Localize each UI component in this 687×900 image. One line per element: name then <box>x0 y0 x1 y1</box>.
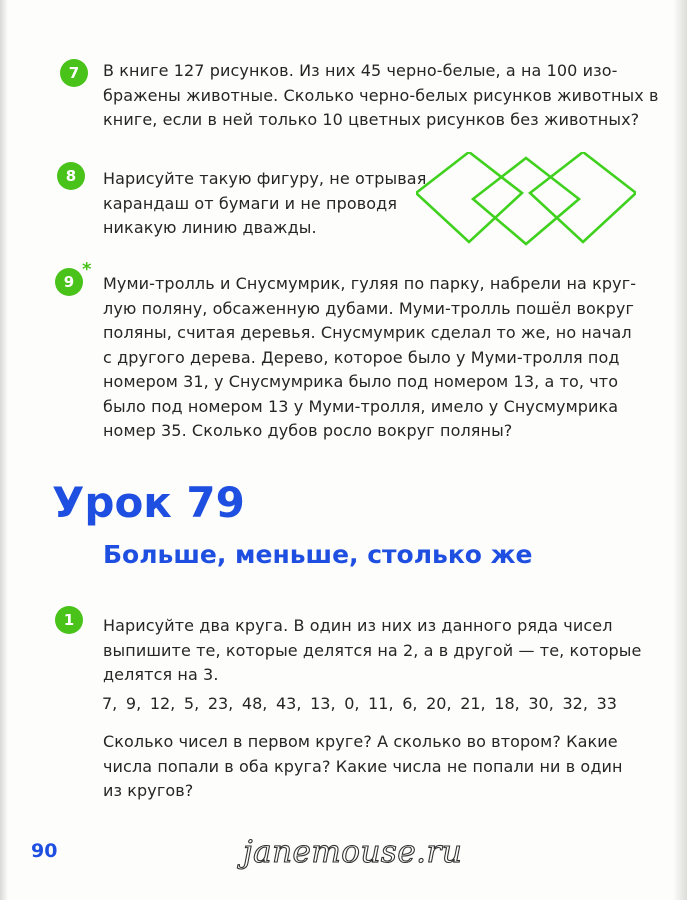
lesson-title: Урок 79 <box>52 478 245 527</box>
sequence-number: 13, <box>310 694 336 713</box>
page-edge-right <box>673 0 687 900</box>
task-9-text <box>103 272 636 444</box>
sequence-number: 43, <box>276 694 302 713</box>
watermark-text: janemouse.ru <box>243 834 463 870</box>
task-9-difficulty-star-icon: * <box>82 259 92 280</box>
text-line: из кругов? <box>103 781 194 800</box>
sequence-number: 5, <box>183 694 200 713</box>
task-9-number-badge <box>55 268 83 296</box>
sequence-number: 18, <box>494 694 520 713</box>
text-line: бражены животные. Сколько черно-белых рисунков животных в <box>103 85 659 105</box>
lesson-task-1-intro <box>103 614 641 688</box>
text-line: делятся на 3. <box>103 665 219 684</box>
text-line: Сколько чисел в первом круге? А сколько во втором? Какие <box>103 732 618 751</box>
text-line: Нарисуйте два круга. В один из них из данного ряда чисел <box>103 616 613 635</box>
task-8-number: 8 <box>65 167 77 185</box>
text-line: Нарисуйте такую фигуру, не отрывая <box>103 169 427 188</box>
figure-center-diamond <box>473 158 579 244</box>
task-9-number: 9 <box>63 273 75 291</box>
sequence-number: 48, <box>241 694 268 713</box>
text-line: выпишите те, которые делятся на 2, а в другой — те, которые <box>103 640 642 660</box>
text-line: поляны, считая деревья. Снусмумрик сделал то же, но начал <box>103 323 632 342</box>
lesson-task-1-number: 1 <box>63 611 75 629</box>
sequence-number: 0, <box>344 694 360 713</box>
sequence-number: 30, <box>528 694 554 713</box>
text-line: номер 35. Сколько дубов росло вокруг поляны? <box>103 421 513 440</box>
interlocking-diamonds-figure <box>416 152 636 248</box>
task-7-number-badge <box>60 59 88 87</box>
lesson-task-1-questions <box>103 730 623 804</box>
sequence-number: 6, <box>402 694 418 713</box>
sequence-number: 23, <box>207 694 234 713</box>
text-line: было под номером 13 у Муми-тролля, имело у Снусмумрика <box>103 396 619 416</box>
number-sequence <box>102 694 617 713</box>
text-line: В книге 127 рисунков. Из них 45 черно-белые, а на 100 изо- <box>103 61 618 80</box>
text-line: никакую линию дважды. <box>103 218 317 237</box>
sequence-number: 33 <box>596 694 617 713</box>
sequence-number: 21, <box>460 694 486 713</box>
text-line: лую поляну, обсаженную дубами. Муми-тролль пошёл вокруг <box>103 298 634 318</box>
sequence-number: 12, <box>149 694 176 713</box>
page-edge-left <box>0 0 8 900</box>
task-7-number: 7 <box>68 64 80 82</box>
lesson-task-1-number-badge <box>55 606 83 634</box>
text-line: числа попали в оба круга? Какие числа не попали ни в один <box>103 756 623 776</box>
text-line: номером 31, у Снусмумрика было под номером 13, а то, что <box>103 372 619 391</box>
task-8-number-badge <box>57 162 85 190</box>
page-number: 90 <box>31 840 58 862</box>
sequence-number: 11, <box>368 694 394 713</box>
sequence-number: 9, <box>125 694 142 713</box>
task-8-text <box>103 167 426 241</box>
text-line: карандаш от бумаги и не проводя <box>103 193 398 213</box>
text-line: Муми-тролль и Снусмумрик, гуляя по парку, набрели на круг- <box>103 274 637 293</box>
sequence-number: 32, <box>562 694 588 713</box>
lesson-subtitle: Больше, меньше, столько же <box>103 540 533 569</box>
text-line: книге, если в ней только 10 цветных рисунков без животных? <box>103 110 640 129</box>
text-line: с другого дерева. Дерево, которое было у Муми-тролля под <box>103 347 620 367</box>
sequence-number: 7, <box>102 694 118 713</box>
task-7-text <box>103 59 659 133</box>
sequence-number: 20, <box>426 694 452 713</box>
